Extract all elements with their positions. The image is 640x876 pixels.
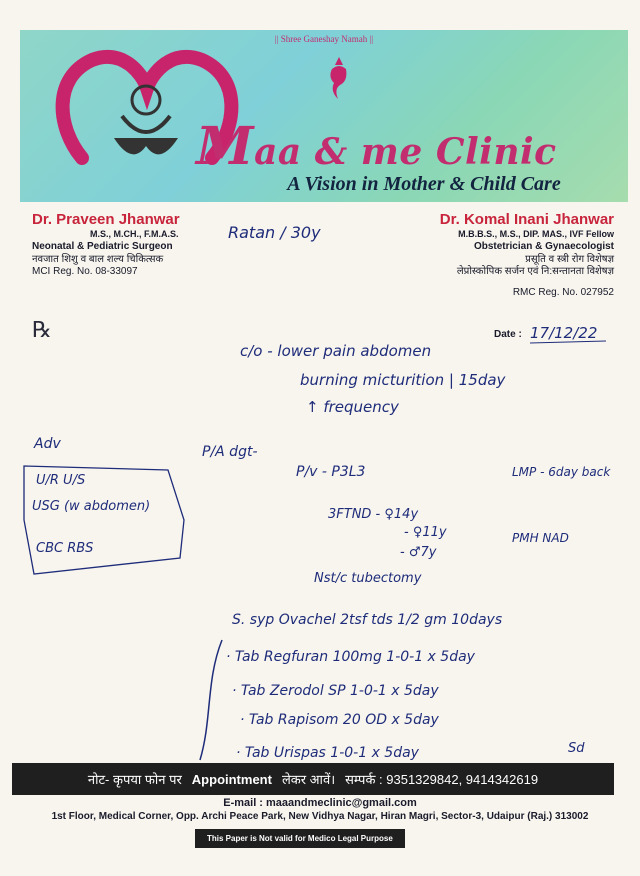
right-doctor-specialty-hindi-2: लेप्रोस्कोपिक सर्जन एवं नि:सन्तानता विशेषज्ञ: [456, 266, 614, 278]
footer-appointment: Appointment: [191, 771, 272, 787]
rx-symbol: ℞: [32, 318, 52, 343]
left-doctor-registration: MCI Reg. No. 08-33097: [32, 266, 138, 278]
footer-hindi-note: नोट- कृपया फोन पर: [87, 772, 182, 787]
right-doctor-specialty-hindi-1: प्रसूति व स्त्री रोग विशेषज्ञ: [525, 253, 614, 265]
hw-pmh: PMH NAD: [512, 531, 569, 545]
right-doctor-name: Dr. Komal Inani Jhanwar: [439, 211, 614, 228]
hw-drug-2: · Tab Regfuran 100mg 1-0-1 x 5day: [226, 649, 475, 665]
footer-contact-bar: [12, 763, 614, 795]
hw-pa: P/A dgt-: [202, 444, 258, 460]
footer-contact: सम्पर्क : 9351329842, 9414342619: [345, 772, 539, 787]
hw-adv-2: USG (w abdomen): [32, 499, 151, 514]
hw-drug-1: S. syp Ovachel 2tsf tds 1/2 gm 10days: [232, 612, 503, 628]
hw-complaint-1: c/o - lower pain abdomen: [240, 342, 432, 360]
hw-lmp: LMP - 6day back: [512, 465, 611, 479]
clinic-brand-name: Maa & me Clinic: [196, 116, 557, 177]
hw-pv-1: P/v - P3L3: [296, 464, 366, 480]
header-tagline-top: || Shree Ganeshay Namah ||: [274, 34, 374, 44]
footer-email: E-mail : maaandmeclinic@gmail.com: [223, 797, 417, 809]
date-label: Date :: [494, 329, 522, 340]
hw-complaint-3: ↑ frequency: [306, 398, 399, 416]
left-doctor-name: Dr. Praveen Jhanwar: [32, 211, 180, 228]
right-doctor-qualifications: M.B.B.S., M.S., DIP. MAS., IVF Fellow: [458, 229, 614, 240]
left-doctor-specialty-hindi: नवजात शिशु व बाल शल्य चिकित्सक: [32, 253, 164, 265]
hw-patient: Ratan / 30y: [228, 223, 321, 242]
hw-pv-3: - ♀11y: [404, 525, 447, 540]
legal-note-badge: This Paper is Not valid for Medico Legal Purpose: [195, 829, 405, 848]
hw-complaint-2: burning micturition | 15day: [300, 371, 506, 389]
footer-hindi-note-2: लेकर आवें।: [281, 772, 336, 787]
hw-drug-4: · Tab Rapisom 20 OD x 5day: [240, 712, 439, 728]
hw-drug-5: · Tab Urispas 1-0-1 x 5day: [236, 745, 419, 761]
clinic-tagline: A Vision in Mother & Child Care: [287, 173, 561, 195]
hw-pv-4: - ♂7y: [400, 545, 437, 560]
hw-nst: Nst/c tubectomy: [314, 571, 422, 586]
footer-address: 1st Floor, Medical Corner, Opp. Archi Peace Park, New Vidhya Nagar, Hiran Magri, Sector-3, Udaipur (Raj.) 313002: [51, 811, 589, 822]
hw-adv-heading: Adv: [34, 436, 61, 452]
right-doctor-registration: RMC Reg. No. 027952: [512, 287, 614, 299]
left-doctor-qualifications: M.S., M.CH., F.M.A.S.: [90, 229, 179, 240]
hw-drug-3: · Tab Zerodol SP 1-0-1 x 5day: [232, 683, 439, 699]
hw-adv-1: U/R U/S: [36, 473, 86, 488]
right-doctor-specialty: Obstetrician & Gynaecologist: [473, 240, 614, 252]
hw-sign: Sd: [568, 741, 585, 756]
hw-date: 17/12/22: [530, 324, 598, 342]
hw-pv-2: 3FTND - ♀14y: [328, 507, 419, 522]
drug-bracket: [200, 640, 222, 760]
hw-adv-3: CBC RBS: [36, 541, 94, 556]
left-doctor-specialty: Neonatal & Pediatric Surgeon: [32, 240, 173, 252]
